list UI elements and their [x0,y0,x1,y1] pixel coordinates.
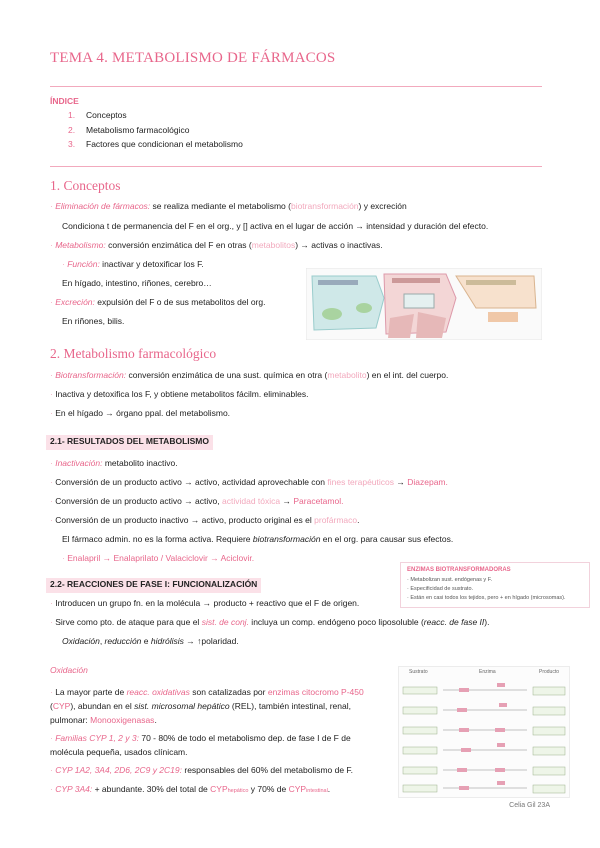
subsection-heading: 2.1- RESULTADOS DEL METABOLISMO [46,435,213,450]
footer-author: Celia Gil 23A [509,802,550,809]
index-heading: ÍNDICE [50,96,79,106]
section-title-conceptos: 1. Conceptos [50,178,121,193]
text-line: (CYP), abundan en el sist. microsomal hepático (REL), también intestinal, renal, [50,701,351,711]
index-item-2[interactable]: 2. Metabolismo farmacológico [68,125,190,135]
index-item-3[interactable]: 3. Factores que condicionan el metabolismo [68,139,243,149]
text-line: · Conversión de un producto activo → activo, actividad tóxica → Paracetamol. [50,496,344,506]
index-item-1[interactable]: 1. Conceptos [68,110,127,120]
text-line: En riñones, bilis. [62,316,125,326]
text-line: · Eliminación de fármacos: se realiza mediante el metabolismo (biotransformación) y excreción [50,201,407,211]
text-line: Condiciona t de permanencia del F en el org., y [] activa en el lugar de acción → intensidad y duración del efecto. [62,221,489,231]
text-line: · En el hígado → órgano ppal. del metabolismo. [50,408,231,418]
oxidation-heading: Oxidación [50,665,88,675]
text-line: En hígado, intestino, riñones, cerebro… [62,278,212,288]
reaction-rows-drawing [399,677,569,797]
figure-col-header: Enzima [479,669,496,675]
figure-col-header: Sustrato [409,669,428,675]
text-line: · La mayor parte de reacc. oxidativas son catalizadas por enzimas citocromo P-450 [50,687,364,697]
box-line: · Metabolizan sust. endógenas y F. [407,577,492,583]
text-line: · Biotransformación: conversión enzimática de una sust. química en otra (metabolito) en el int. del cuerpo. [50,370,449,380]
divider [50,166,542,167]
text-line: pulmonar: Monooxigenasas. [50,715,157,725]
box-line: · Están en casi todos los tejidos, pero + en hígado (microsomas). [407,595,566,601]
text-line: El fármaco admin. no es la forma activa. Requiere biotransformación en el org. para causar sus efectos. [62,534,454,544]
section-title-metabolismo: 2. Metabolismo farmacológico [50,346,217,361]
text-line: · Enalapril → Enalaprilato / Valaciclovir → Aciclovir. [62,553,255,563]
box-heading: ENZIMAS BIOTRANSFORMADORAS [407,567,511,573]
text-line: · Inactivación: metabolito inactivo. [50,458,178,468]
text-line: · Excreción: expulsión del F o de sus metabolitos del org. [50,297,266,307]
text-line: · Familias CYP 1, 2 y 3: 70 - 80% de todo el metabolismo dep. de fase I de F de [50,733,351,743]
text-line: Oxidación, reducción e hidrólisis → ↑polaridad. [62,636,239,646]
box-line: · Especificidad de sustrato. [407,586,474,592]
text-line: · Función: inactivar y detoxificar los F. [62,259,204,269]
text-line: · CYP 3A4: + abundante. 30% del total de CYPhepático y 70% de CYPintestinal. [50,784,331,794]
text-line: · Sirve como pto. de ataque para que el sist. de conj. incluya un comp. endógeno poco liposoluble (reacc. de fase II). [50,617,490,627]
reaction-table-figure [398,666,570,798]
text-line: · CYP 1A2, 3A4, 2D6, 2C9 y 2C19: responsables del 60% del metabolismo de F. [50,765,354,775]
text-line: · Inactiva y detoxifica los F, y obtiene metabolitos fácilm. eliminables. [50,389,309,399]
text-line: · Metabolismo: conversión enzimática del F en otras (metabolitos) → activas o inactivas. [50,240,383,250]
text-line: molécula pequeña, usados clínicam. [50,747,188,757]
text-line: · Conversión de un producto activo → activo, actividad aprovechable con fines terapéuticos → Diazepam. [50,477,448,487]
text-line: · Conversión de un producto inactivo → activo, producto original es el profármaco. [50,515,360,525]
text-line: · Introducen un grupo fn. en la molécula → producto + reactivo que el F de origen. [50,598,360,608]
page-title: TEMA 4. METABOLISMO DE FÁRMACOS [50,50,336,66]
subsection-heading: 2.2- REACCIONES DE FASE I: FUNCIONALIZACIÓN [46,578,261,593]
divider [50,86,542,87]
figure-col-header: Producto [539,669,560,675]
metabolism-diagram-figure [306,268,542,340]
enzymes-info-box [400,562,590,608]
